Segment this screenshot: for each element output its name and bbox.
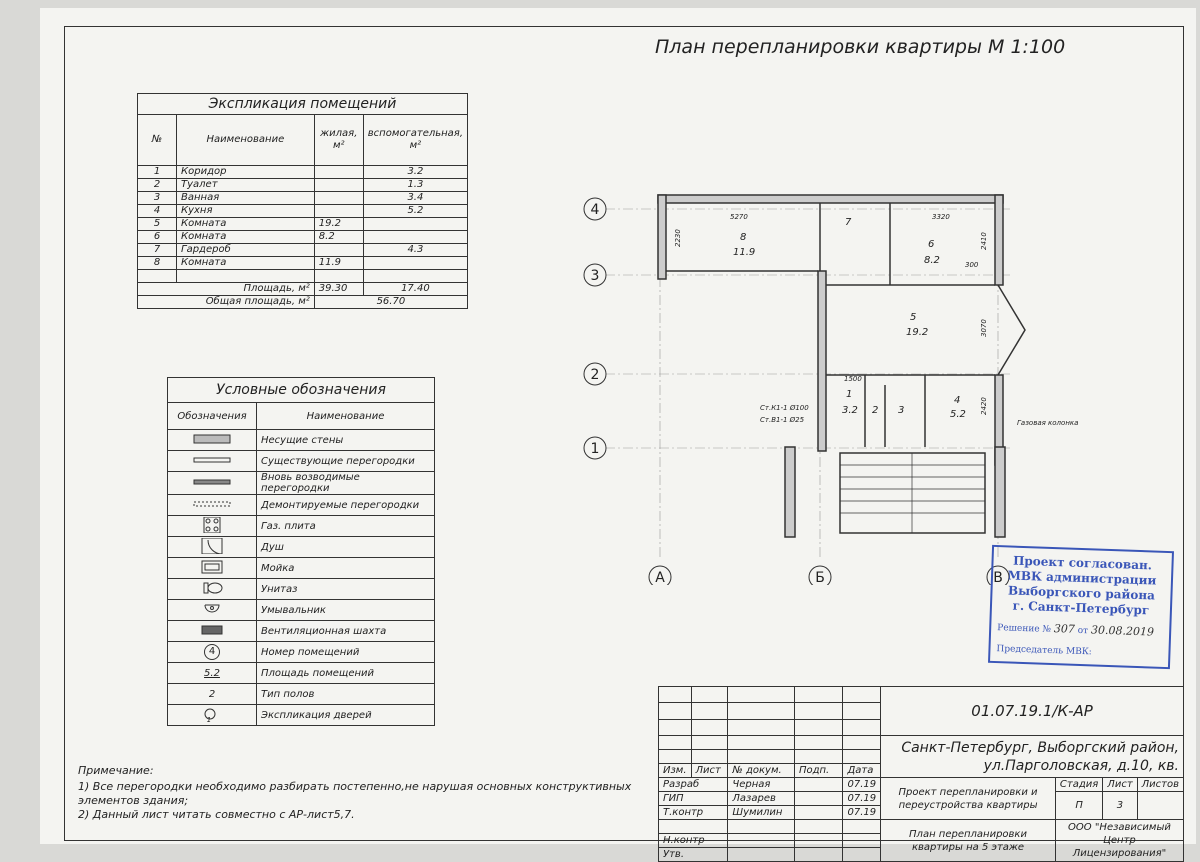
row-number: 1 — [138, 166, 177, 179]
seal-line: МВК администрации — [1007, 568, 1157, 588]
seal-line: Выборгского района — [1007, 583, 1156, 603]
sign-date: 07.19 — [843, 778, 881, 792]
address — [881, 736, 1184, 778]
row-number: 7 — [138, 244, 177, 257]
legend-item-name: Мойка — [257, 558, 435, 579]
new-partition-icon — [168, 472, 257, 495]
explication-row — [138, 166, 468, 179]
hdr-doc: № докум. — [728, 764, 795, 778]
room-number-icon — [168, 642, 257, 663]
axis-a: А — [655, 570, 665, 585]
axis-v: В — [993, 570, 1003, 585]
legend-item-name: Демонтируемые перегородки — [257, 495, 435, 516]
riser-label: Ст.В1-1 Ø25 — [760, 416, 805, 424]
axis-3: 3 — [590, 268, 600, 284]
seal-from: от — [1077, 625, 1089, 637]
sheets-label: Листов — [1137, 778, 1183, 792]
hdr-sign: Подп. — [794, 764, 843, 778]
row-living — [314, 205, 363, 218]
row-number: 4 — [138, 205, 177, 218]
row-aux — [363, 231, 467, 244]
stage-value: П — [1055, 792, 1102, 820]
dim: 2410 — [980, 232, 988, 250]
dim: 1500 — [844, 375, 862, 383]
legend-item-name: Существующие перегородки — [257, 451, 435, 472]
dim: 3070 — [980, 319, 988, 337]
room-area-icon — [168, 663, 257, 684]
legend-item-name: Вновь возводимые перегородки — [257, 472, 435, 495]
row-name: Комната — [177, 231, 315, 244]
legend-row — [168, 600, 435, 621]
axis-1: 1 — [590, 441, 600, 457]
sheet-value: 3 — [1103, 792, 1137, 820]
row-name: Комната — [177, 257, 315, 270]
washbasin-icon — [168, 600, 257, 621]
legend-item-name: Тип полов — [257, 684, 435, 705]
legend-row — [168, 516, 435, 537]
role: Разраб — [659, 778, 728, 792]
gas-column-label: Газовая колонка — [1017, 419, 1079, 427]
legend-item-name: Номер помещений — [257, 642, 435, 663]
row-name: Коридор — [177, 166, 315, 179]
explication-row — [138, 192, 468, 205]
gas-stove-icon — [168, 516, 257, 537]
room-5-area: 19.2 — [906, 327, 929, 338]
row-living — [314, 244, 363, 257]
role: ГИП — [659, 792, 728, 806]
legend-item-name: Умывальник — [257, 600, 435, 621]
legend-row — [168, 472, 435, 495]
dim: 2230 — [674, 229, 682, 247]
row-number: 2 — [138, 179, 177, 192]
dismantled-partition-icon — [168, 495, 257, 516]
dim: 300 — [965, 261, 979, 269]
dim: 2420 — [980, 397, 988, 415]
hdr-list: Лист — [691, 764, 728, 778]
area-living: 39.30 — [314, 283, 363, 296]
legend-row — [168, 621, 435, 642]
person-name: Черная — [728, 778, 795, 792]
row-aux — [363, 218, 467, 231]
seal-decision-label: Решение № — [997, 623, 1052, 635]
person-name: Лазарев — [728, 792, 795, 806]
room-5-number: 5 — [910, 312, 917, 323]
dim: 3320 — [932, 213, 950, 221]
stage-label: Стадия — [1055, 778, 1102, 792]
room-1-area: 3.2 — [842, 405, 858, 416]
legend-symbol: 5.2 — [204, 667, 220, 679]
row-aux: 1.3 — [363, 179, 467, 192]
row-living — [314, 166, 363, 179]
area-label: Площадь, м² — [138, 283, 315, 296]
seal-line: г. Санкт-Петербург — [1012, 598, 1150, 618]
room-8-area: 11.9 — [733, 247, 756, 258]
room-4-number: 4 — [954, 395, 961, 406]
room-1-number: 1 — [846, 389, 853, 400]
title-block — [658, 686, 1184, 862]
riser-label: Ст.К1-1 Ø100 — [760, 404, 809, 412]
row-number: 8 — [138, 257, 177, 270]
note-line: элементов здания; — [78, 794, 189, 807]
row-name: Комната — [177, 218, 315, 231]
person-name: Шумилин — [728, 806, 795, 820]
row-name: Кухня — [177, 205, 315, 218]
legend-row — [168, 451, 435, 472]
legend-row — [168, 558, 435, 579]
row-name: Гардероб — [177, 244, 315, 257]
legend-symbol: 1 — [206, 715, 212, 724]
room-2-number: 2 — [872, 405, 879, 416]
shower-icon — [168, 537, 257, 558]
row-name: Ванная — [177, 192, 315, 205]
legend-table — [167, 377, 435, 726]
seal-decision-no: 307 — [1053, 622, 1076, 636]
row-living — [314, 192, 363, 205]
sign-date: 07.19 — [843, 792, 881, 806]
note-line: 2) Данный лист читать совместно с АР-лист5,7. — [78, 808, 355, 821]
note-line: 1) Все перегородки необходимо разбирать постепенно,не нарушая основных конструктивных — [78, 780, 632, 793]
legend-item-name: Душ — [257, 537, 435, 558]
legend-item-name: Унитаз — [257, 579, 435, 600]
row-living: 19.2 — [314, 218, 363, 231]
seal-chair: Председатель МВК: — [996, 644, 1092, 658]
explication-row — [138, 218, 468, 231]
bearing-wall-icon — [168, 430, 257, 451]
drawing-title: План перепланировки квартиры М 1:100 — [655, 36, 1066, 58]
row-aux: 4.3 — [363, 244, 467, 257]
legend-row — [168, 537, 435, 558]
seal-date: 30.08.2019 — [1090, 623, 1155, 639]
legend-item-name: Несущие стены — [257, 430, 435, 451]
address-line-1: Санкт-Петербург, Выборгский район, — [901, 739, 1179, 756]
project-name: Проект перепланировки и переустройства квартиры — [881, 778, 1056, 820]
total-label: Общая площадь, м² — [138, 296, 315, 309]
door-icon — [168, 705, 257, 726]
legend-item-name: Площадь помещений — [257, 663, 435, 684]
legend-row — [168, 663, 435, 684]
room-7-number: 7 — [845, 217, 852, 228]
legend-row — [168, 642, 435, 663]
sign-date: 07.19 — [843, 806, 881, 820]
col-living: жилая, м² — [314, 115, 363, 166]
explication-row — [138, 231, 468, 244]
hdr-date: Дата — [843, 764, 881, 778]
row-number: 5 — [138, 218, 177, 231]
explication-row — [138, 205, 468, 218]
toilet-icon — [168, 579, 257, 600]
legend-row — [168, 495, 435, 516]
legend-col2: Наименование — [257, 403, 435, 430]
row-living: 8.2 — [314, 231, 363, 244]
axis-b: Б — [815, 570, 825, 585]
explication-table — [137, 93, 468, 309]
legend-row — [168, 684, 435, 705]
sheet-label: Лист — [1103, 778, 1137, 792]
sheet-title: План перепланировки квартиры на 5 этаже — [881, 820, 1056, 862]
row-number: 3 — [138, 192, 177, 205]
room-6-area: 8.2 — [924, 255, 940, 266]
legend-col1: Обозначения — [168, 403, 257, 430]
room-8-number: 8 — [740, 232, 747, 243]
existing-partition-icon — [168, 451, 257, 472]
organization: ООО "Независимый Центр Лицензирования" — [1055, 820, 1183, 862]
role: Утв. — [659, 848, 728, 862]
legend-symbol: 2 — [208, 688, 216, 700]
axis-4: 4 — [590, 202, 600, 218]
role: Т.контр — [659, 806, 728, 820]
ventilation-icon — [168, 621, 257, 642]
legend-caption: Условные обозначения — [168, 378, 435, 403]
row-aux: 5.2 — [363, 205, 467, 218]
legend-row — [168, 579, 435, 600]
role: Н.контр — [659, 834, 728, 848]
floor-plan — [580, 185, 1080, 585]
explication-row — [138, 257, 468, 270]
approval-stamp — [988, 545, 1174, 669]
legend-item-name: Экспликация дверей — [257, 705, 435, 726]
row-number: 6 — [138, 231, 177, 244]
row-name: Туалет — [177, 179, 315, 192]
room-4-area: 5.2 — [950, 409, 966, 420]
drawing-code: 01.07.19.1/К-АР — [881, 687, 1184, 736]
row-living — [314, 179, 363, 192]
explication-row — [138, 244, 468, 257]
row-aux: 3.2 — [363, 166, 467, 179]
explication-caption: Экспликация помещений — [138, 94, 468, 115]
col-number: № — [138, 115, 177, 166]
notes-heading: Примечание: — [78, 764, 154, 777]
col-name: Наименование — [177, 115, 315, 166]
total-area: 56.70 — [314, 296, 467, 309]
room-3-number: 3 — [898, 405, 905, 416]
legend-row — [168, 430, 435, 451]
seal-line: Проект согласован. — [1012, 553, 1153, 573]
room-6-number: 6 — [928, 239, 935, 250]
axis-2: 2 — [590, 367, 600, 383]
address-line-2: ул.Парголовская, д.10, кв. — [983, 757, 1179, 774]
hdr-izm: Изм. — [659, 764, 692, 778]
area-aux: 17.40 — [363, 283, 467, 296]
legend-item-name: Газ. плита — [257, 516, 435, 537]
row-living: 11.9 — [314, 257, 363, 270]
floor-type-icon — [168, 684, 257, 705]
explication-row — [138, 179, 468, 192]
legend-row — [168, 705, 435, 726]
legend-item-name: Вентиляционная шахта — [257, 621, 435, 642]
col-aux: вспомогательная, м² — [363, 115, 467, 166]
sink-icon — [168, 558, 257, 579]
row-aux: 3.4 — [363, 192, 467, 205]
dim: 5270 — [730, 213, 748, 221]
row-aux — [363, 257, 467, 270]
legend-symbol: 4 — [204, 644, 220, 660]
